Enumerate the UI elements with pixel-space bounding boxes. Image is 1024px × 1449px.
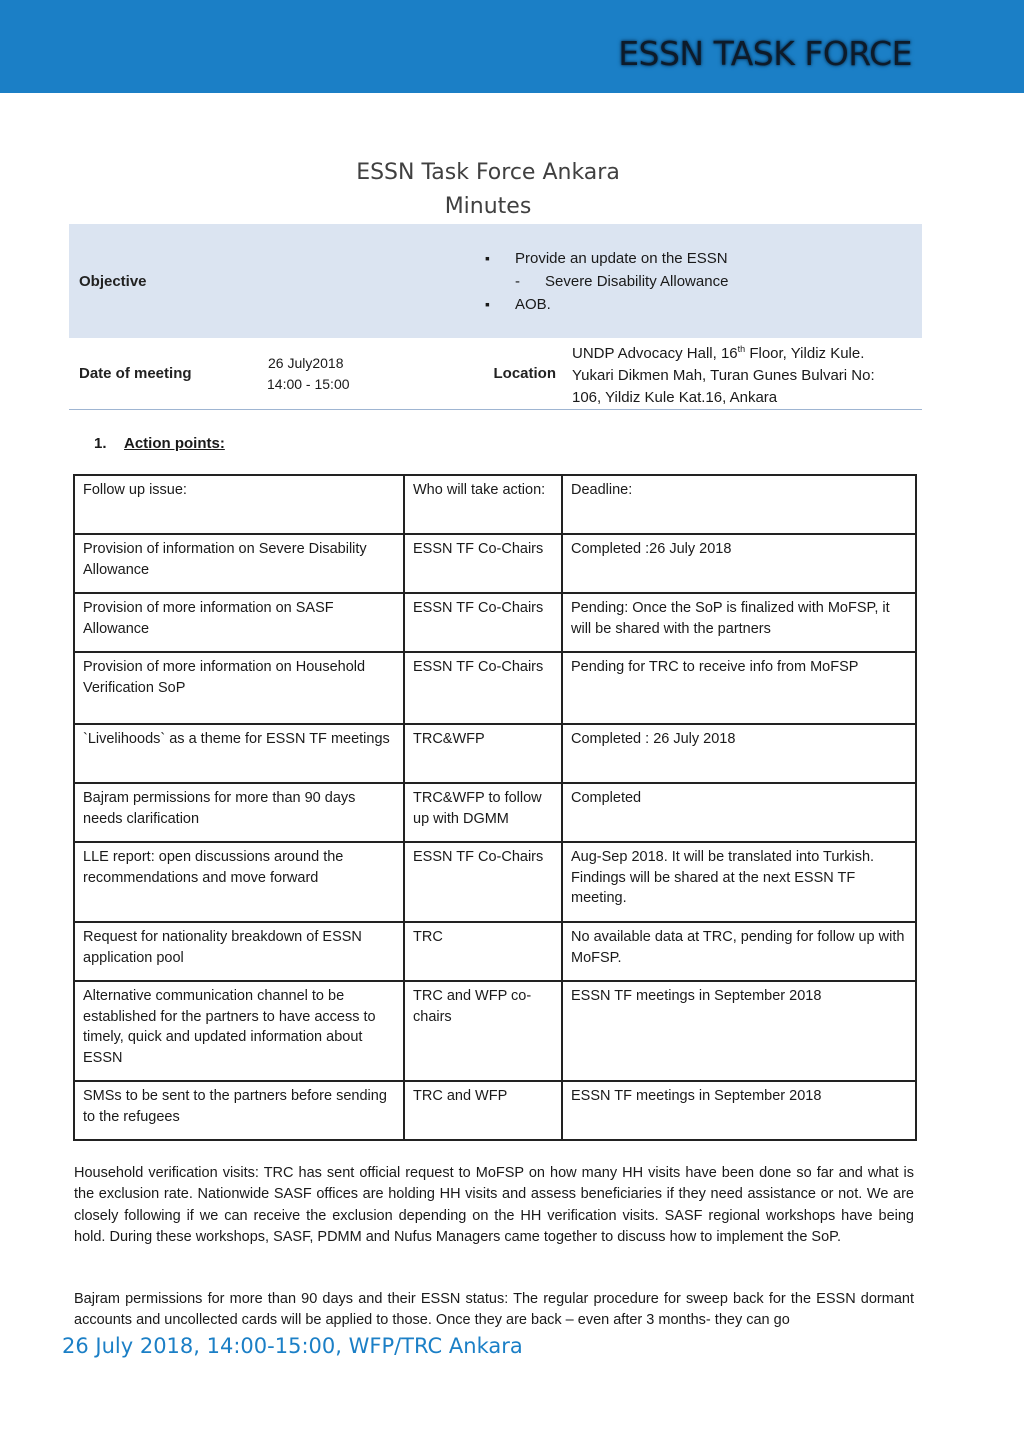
objective-item: ▪ AOB.: [485, 293, 912, 316]
objective-item: ▪ Provide an update on the ESSN: [485, 247, 912, 270]
header-follow-up: Follow up issue:: [74, 475, 404, 534]
bajram-permissions-paragraph: Bajram permissions for more than 90 days and their ESSN status: The regular procedure for sweep back for the ESSN dormant accounts and uncollected cards will be applied to those. Once they are back – even after 3 months- they can go: [74, 1291, 914, 1329]
header-deadline: Deadline:: [562, 475, 916, 534]
issue-cell: SMSs to be sent to the partners before sending to the refugees: [74, 1081, 404, 1140]
owner-cell: ESSN TF Co-Chairs: [404, 593, 562, 652]
deadline-cell: Completed: [562, 783, 916, 842]
issue-cell: Request for nationality breakdown of ESSN application pool: [74, 922, 404, 981]
location-value: [562, 338, 922, 410]
location-line-1-sup: th: [737, 344, 746, 354]
issue-cell: Provision of more information on SASF Allowance: [74, 593, 404, 652]
meeting-info-table: [69, 224, 922, 410]
table-row: [74, 842, 916, 922]
owner-cell: ESSN TF Co-Chairs: [404, 534, 562, 593]
owner-cell: TRC and WFP: [404, 1081, 562, 1140]
issue-cell: Provision of more information on Household Verification SoP: [74, 652, 404, 724]
deadline-cell: Completed :26 July 2018: [562, 534, 916, 593]
table-row: [74, 724, 916, 783]
section-number: 1.: [94, 435, 107, 452]
deadline-cell: ESSN TF meetings in September 2018: [562, 1081, 916, 1140]
meeting-time: 14:00 - 15:00: [267, 375, 350, 392]
owner-cell: TRC&WFP: [404, 724, 562, 783]
owner-cell: ESSN TF Co-Chairs: [404, 652, 562, 724]
table-row: [74, 652, 916, 724]
document-title: ESSN Task Force Ankara: [356, 160, 620, 185]
action-points-table: [73, 474, 917, 1141]
table-row: [74, 1081, 916, 1140]
deadline-cell: Pending: Once the SoP is finalized with MoFSP, it will be shared with the partners: [562, 593, 916, 652]
date-location-row: [69, 338, 922, 410]
table-header-row: [74, 475, 916, 534]
objective-subitem: - Severe Disability Allowance: [485, 270, 912, 293]
footer-meeting-info: 26 July 2018, 14:00-15:00, WFP/TRC Ankara: [62, 1334, 523, 1358]
objective-list: [267, 247, 912, 316]
issue-cell: Bajram permissions for more than 90 days needs clarification: [74, 783, 404, 842]
objective-content: [257, 224, 922, 338]
section-title: Action points:: [124, 435, 225, 452]
location-line-1-text: UNDP Advocacy Hall, 16: [572, 345, 738, 362]
header-banner: [0, 0, 1024, 93]
owner-cell: TRC: [404, 922, 562, 981]
deadline-cell: No available data at TRC, pending for follow up with MoFSP.: [562, 922, 916, 981]
issue-cell: `Livelihoods` as a theme for ESSN TF meetings: [74, 724, 404, 783]
deadline-cell: Completed : 26 July 2018: [562, 724, 916, 783]
location-line-3: 106, Yildiz Kule Kat.16, Ankara: [572, 389, 778, 406]
owner-cell: TRC and WFP co-chairs: [404, 981, 562, 1081]
date-value: [257, 338, 467, 410]
owner-cell: ESSN TF Co-Chairs: [404, 842, 562, 922]
document-subtitle: Minutes: [444, 194, 532, 219]
table-row: [74, 534, 916, 593]
section-heading: [94, 435, 225, 452]
household-verification-paragraph: Household verification visits: TRC has sent official request to MoFSP on how many HH visits have been done so far and what is the exclusion rate. Nationwide SASF offices are holding HH visits and assess beneficiaries if they need assistance or not. We are closely following if we can receive the exclusion depending on the HH verification visits. SASF regional workshops have being hold. During these workshops, SASF, PDMM and Nufus Managers came together to discuss how to implement the SoP.: [74, 1165, 914, 1245]
location-label: Location: [467, 338, 562, 410]
location-line-1-rest: Floor, Yildiz Kule.: [745, 345, 865, 362]
table-row: [74, 593, 916, 652]
date-label: Date of meeting: [69, 338, 257, 410]
issue-cell: Alternative communication channel to be established for the partners to have access to timely, quick and updated information about ESSN: [74, 981, 404, 1081]
location-line-1: [572, 338, 912, 365]
table-row: [74, 981, 916, 1081]
owner-cell: TRC&WFP to follow up with DGMM: [404, 783, 562, 842]
meeting-date: 26 July2018: [268, 354, 344, 371]
issue-cell: Provision of information on Severe Disability Allowance: [74, 534, 404, 593]
table-row: [74, 783, 916, 842]
location-line-2: Yukari Dikmen Mah, Turan Gunes Bulvari No:: [572, 367, 875, 384]
objective-label: Objective: [69, 224, 257, 338]
header-who: Who will take action:: [404, 475, 562, 534]
banner-title: ESSN TASK FORCE: [618, 34, 912, 73]
objective-row: [69, 224, 922, 338]
deadline-cell: Pending for TRC to receive info from MoFSP: [562, 652, 916, 724]
deadline-cell: Aug-Sep 2018. It will be translated into Turkish. Findings will be shared at the next ESSN TF meeting.: [562, 842, 916, 922]
table-row: [74, 922, 916, 981]
deadline-cell: ESSN TF meetings in September 2018: [562, 981, 916, 1081]
issue-cell: LLE report: open discussions around the recommendations and move forward: [74, 842, 404, 922]
